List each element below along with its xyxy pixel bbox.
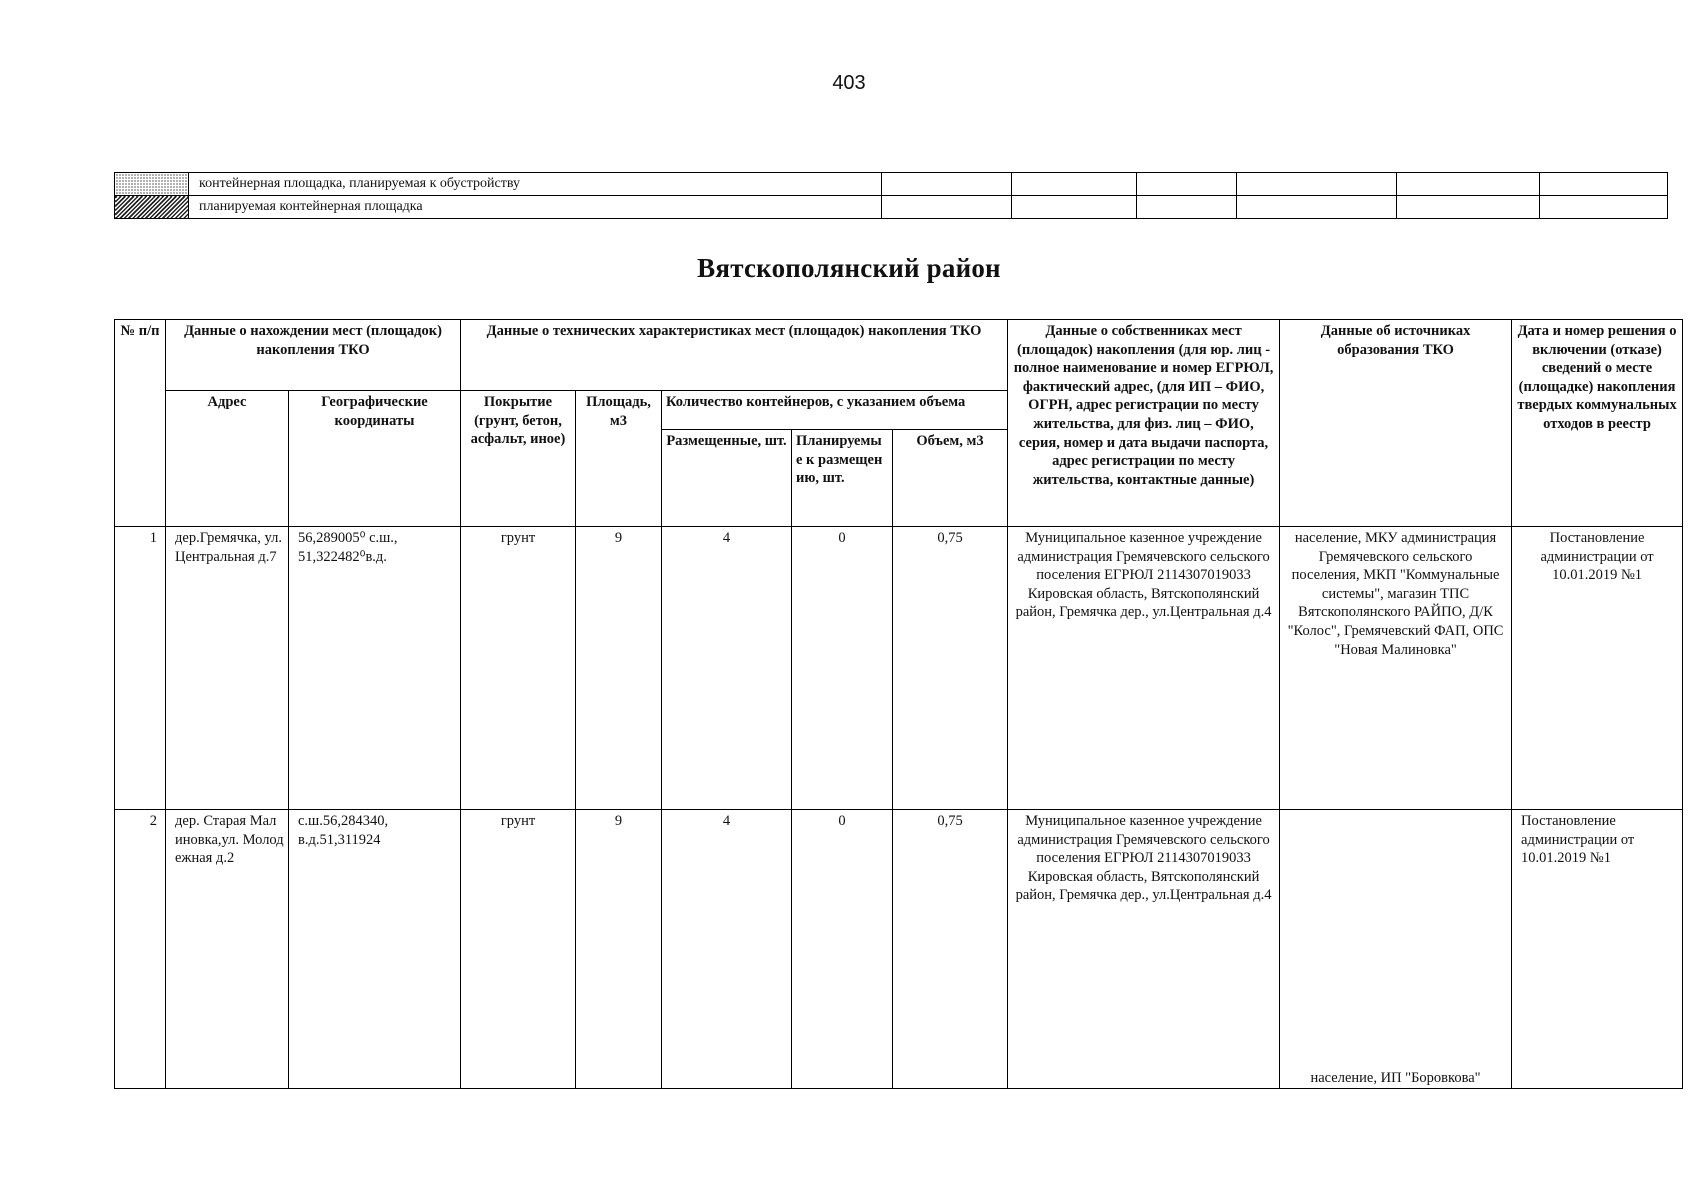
row-area: 9: [576, 527, 662, 810]
row-num: 2: [115, 810, 166, 1089]
row-decision: Постановление администрации от 10.01.2019 №1: [1512, 527, 1683, 810]
header-area: Площадь, м3: [576, 391, 662, 527]
row-planned: 0: [792, 810, 893, 1089]
legend-row: [115, 196, 1668, 219]
header-planned: Планируемые к размещению, шт.: [792, 430, 893, 527]
district-title: Вятскополянский район: [697, 253, 1001, 283]
registry-table: [114, 319, 1683, 1089]
header-location-group: Данные о нахождении мест (площадок) накопления ТКО: [166, 320, 461, 391]
header-placed: Размещенные, шт.: [662, 430, 792, 527]
header-containers-group: Количество контейнеров, с указанием объема: [662, 391, 1008, 430]
row-volume: 0,75: [893, 527, 1008, 810]
row-area: 9: [576, 810, 662, 1089]
header-coords: Географические координаты: [289, 391, 461, 527]
legend-table: [114, 172, 1668, 219]
header-volume: Объем, м3: [893, 430, 1008, 527]
row-surface: грунт: [461, 810, 576, 1089]
page-number: 403: [832, 72, 866, 94]
table-row: [115, 810, 1683, 1089]
row-placed: 4: [662, 527, 792, 810]
row-sources: население, ИП "Боровкова": [1280, 810, 1512, 1089]
row-address: дер. Старая Малиновка,ул. Молодежная д.2: [166, 810, 289, 1089]
table-row: [115, 527, 1683, 810]
row-sources: население, МКУ администрация Гремячевского сельского поселения, МКП "Коммунальные системы", магазин ТПС Вятскополянского РАЙПО, Д/К "Колос", Гремячевский ФАП, ОПС "Новая Малиновка": [1280, 527, 1512, 810]
hatched-swatch: [115, 196, 189, 219]
row-volume: 0,75: [893, 810, 1008, 1089]
row-planned: 0: [792, 527, 893, 810]
header-address: Адрес: [166, 391, 289, 527]
header-decision: Дата и номер решения о включении (отказе) сведений о месте (площадке) накопления твердых коммунальных отходов в реестр: [1512, 320, 1683, 527]
header-surface: Покрытие (грунт, бетон, асфальт, иное): [461, 391, 576, 527]
header-owners: Данные о собственниках мест (площадок) накопления (для юр. лиц - полное наименование и номер ЕГРЮЛ, фактический адрес, (для ИП – ФИО, ОГРН, адрес регистрации по месту жительства, для физ. лиц – ФИО, серия, номер и дата выдачи паспорта, адрес регистрации по месту жительства, контактные данные): [1008, 320, 1280, 527]
legend-label: планируемая контейнерная площадка: [189, 196, 882, 219]
header-num: № п/п: [115, 320, 166, 527]
row-address: дер.Гремячка, ул.Центральная д.7: [166, 527, 289, 810]
row-coords: 56,289005⁰ с.ш., 51,322482⁰в.д.: [289, 527, 461, 810]
row-owner: Муниципальное казенное учреждение администрация Гремячевского сельского поселения ЕГРЮЛ 2114307019033 Кировская область, Вятскополянский район, Гремячка дер., ул.Центральная д.4: [1008, 527, 1280, 810]
row-placed: 4: [662, 810, 792, 1089]
row-decision: Постановление администрации от 10.01.2019 №1: [1512, 810, 1683, 1089]
row-coords: с.ш.56,284340, в.д.51,311924: [289, 810, 461, 1089]
dotted-swatch: [115, 173, 189, 196]
row-surface: грунт: [461, 527, 576, 810]
row-owner: Муниципальное казенное учреждение администрация Гремячевского сельского поселения ЕГРЮЛ 2114307019033 Кировская область, Вятскополянский район, Гремячка дер., ул.Центральная д.4: [1008, 810, 1280, 1089]
legend-label: контейнерная площадка, планируемая к обустройству: [189, 173, 882, 196]
header-tech-group: Данные о технических характеристиках мест (площадок) накопления ТКО: [461, 320, 1008, 391]
legend-row: [115, 173, 1668, 196]
row-num: 1: [115, 527, 166, 810]
header-sources: Данные об источниках образования ТКО: [1280, 320, 1512, 527]
